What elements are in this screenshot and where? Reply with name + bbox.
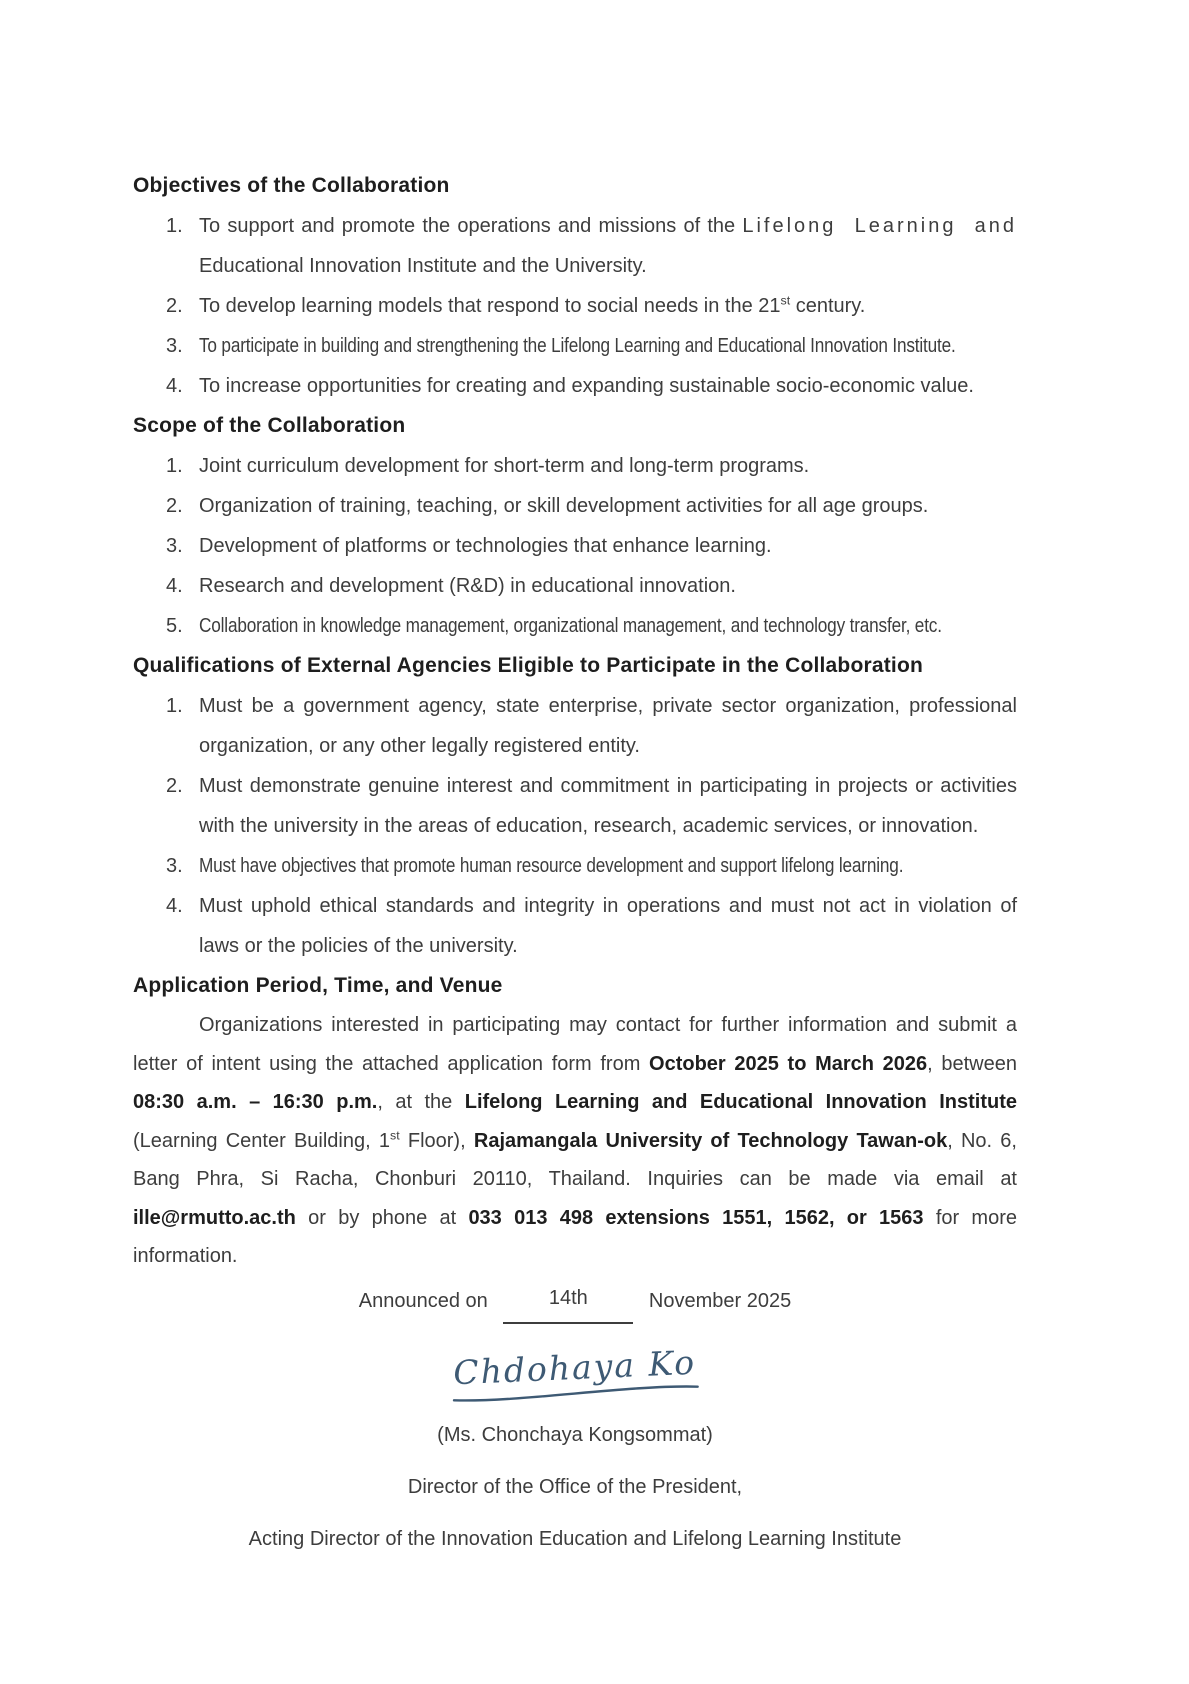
list-item <box>133 366 1017 406</box>
list-item-number: 2. <box>166 775 183 797</box>
text-run: or by phone at <box>295 1206 469 1229</box>
list-item-text <box>199 686 1017 766</box>
list-item-number: 1. <box>166 215 183 237</box>
text-run: Must uphold ethical standards and integrity in operations and must not act in violation of laws or the policies of the university. <box>199 895 1017 957</box>
text-run: Collaboration in knowledge management, organizational management, and technology transfer, etc. <box>199 615 942 637</box>
text-run: Lifelong Learning and <box>742 215 1017 237</box>
section-heading: Scope of the Collaboration <box>133 414 406 437</box>
list-item <box>133 766 1017 846</box>
section-heading: Objectives of the Collaboration <box>133 174 450 197</box>
list-item-text <box>199 206 1017 286</box>
list-item-number: 2. <box>166 495 183 517</box>
text-run: Educational Innovation Institute and the University. <box>199 255 647 277</box>
text-run: Must have objectives that promote human resource development and support lifelong learning. <box>199 855 904 877</box>
list-item <box>133 486 1017 526</box>
text-run: , No. 6, Bang Phra, Si Racha, Chonburi 20110, Thailand. Inquiries can be made via email at <box>133 1129 1017 1190</box>
list-item <box>133 566 1017 606</box>
list-item-number: 2. <box>166 295 183 317</box>
list-item-text <box>199 846 1018 886</box>
condensed-text <box>199 326 956 366</box>
signature-block <box>133 1324 1017 1565</box>
section-heading: Application Period, Time, and Venue <box>133 974 503 997</box>
text-run: Organization of training, teaching, or skill development activities for all age groups. <box>199 495 929 517</box>
text-run: To participate in building and strengthening the Lifelong Learning and Educational Innovation Institute. <box>199 335 956 357</box>
list-item <box>133 446 1017 486</box>
bold-text-run: 033 013 498 extensions 1551, 1562, or 1563 <box>468 1206 924 1229</box>
list-item-number: 3. <box>166 535 183 557</box>
announcement-line <box>133 1280 1017 1324</box>
list-item-number: 4. <box>166 575 183 597</box>
condensed-text <box>199 846 903 886</box>
list-item-text <box>199 526 1017 566</box>
text-run: , at the <box>377 1091 465 1113</box>
text-run: To increase opportunities for creating and expanding sustainable socio-economic value. <box>199 375 974 397</box>
text-run: century. <box>790 295 866 317</box>
list-item-text <box>199 326 1079 366</box>
list-item-number: 4. <box>166 895 183 917</box>
list-item-number: 5. <box>166 615 183 637</box>
announcement-date-blank <box>503 1280 633 1324</box>
announcement-prefix: Announced on <box>358 1289 488 1312</box>
text-run: Development of platforms or technologies that enhance learning. <box>199 535 772 557</box>
text-run: , between <box>927 1052 1017 1075</box>
list-item-text <box>199 766 1017 846</box>
text-run: To support and promote the operations and missions of the <box>199 215 743 237</box>
text-run: Joint curriculum development for short-term and long-term programs. <box>199 455 810 477</box>
text-run: Must demonstrate genuine interest and commitment in participating in projects or activities with the university in the areas of education, research, academic services, or innovation. <box>199 775 1017 837</box>
text-run: (Learning Center Building, 1 <box>133 1129 391 1152</box>
signature-handwriting-text: Chdohaya Ko <box>452 1342 697 1392</box>
list-item-number: 3. <box>166 335 183 357</box>
list-item-number: 4. <box>166 375 183 397</box>
list-item-text <box>199 366 1017 406</box>
bold-text-run: 08:30 a.m. – 16:30 p.m. <box>133 1091 378 1113</box>
signatory-title-line-2: Acting Director of the Innovation Education and Lifelong Learning Institute <box>248 1527 902 1550</box>
superscript-run: st <box>780 293 791 308</box>
bold-text-run: Lifelong Learning and Educational Innovation Institute <box>464 1091 1017 1113</box>
list-item-text <box>199 446 1017 486</box>
list-item <box>133 606 1017 646</box>
text-run: for more information. <box>133 1206 1018 1267</box>
list-item-text <box>199 566 1017 606</box>
text-run: Organizations interested in participating may contact for further information and submit a letter of intent using the attached application form from <box>133 1014 1017 1075</box>
list-item-text <box>199 486 1017 526</box>
list-item-number: 1. <box>166 455 183 477</box>
announcement-suffix: November 2025 <box>648 1289 792 1312</box>
list-item-text <box>199 286 1017 326</box>
announcement-date-value: 14th <box>548 1286 588 1309</box>
section-heading: Qualifications of External Agencies Eligible to Participate in the Collaboration <box>133 654 924 677</box>
signatory-title-line-1: Director of the Office of the President, <box>407 1475 743 1498</box>
list-item-number: 3. <box>166 855 183 877</box>
bold-text-run: October 2025 to March 2026 <box>649 1052 928 1075</box>
signatory-printed-name: (Ms. Chonchaya Kongsommat) <box>437 1423 713 1446</box>
bold-text-run: Rajamangala University of Technology Tawan-ok <box>473 1129 948 1152</box>
superscript-run: st <box>390 1127 400 1142</box>
list-item <box>133 206 1017 286</box>
bold-text-run: ille@rmutto.ac.th <box>133 1206 296 1229</box>
list-item-text <box>199 886 1017 966</box>
list-item-text <box>199 606 1063 646</box>
list-item <box>133 286 1017 326</box>
list-item <box>133 886 1017 966</box>
signature-handwriting <box>448 1342 702 1406</box>
list-item <box>133 326 1017 366</box>
document-sections <box>133 166 1017 1276</box>
text-run: Must be a government agency, state enterprise, private sector organization, professional organization, or any other legally registered entity. <box>199 695 1017 757</box>
text-run: Floor), <box>399 1129 474 1152</box>
text-run: To develop learning models that respond to social needs in the 21 <box>199 295 781 317</box>
condensed-text <box>199 606 942 646</box>
list-item-number: 1. <box>166 695 183 717</box>
list-item <box>133 686 1017 766</box>
list-item <box>133 846 1017 886</box>
list-item <box>133 526 1017 566</box>
body-paragraph <box>133 1006 1017 1276</box>
text-run: Research and development (R&D) in educational innovation. <box>199 575 736 597</box>
